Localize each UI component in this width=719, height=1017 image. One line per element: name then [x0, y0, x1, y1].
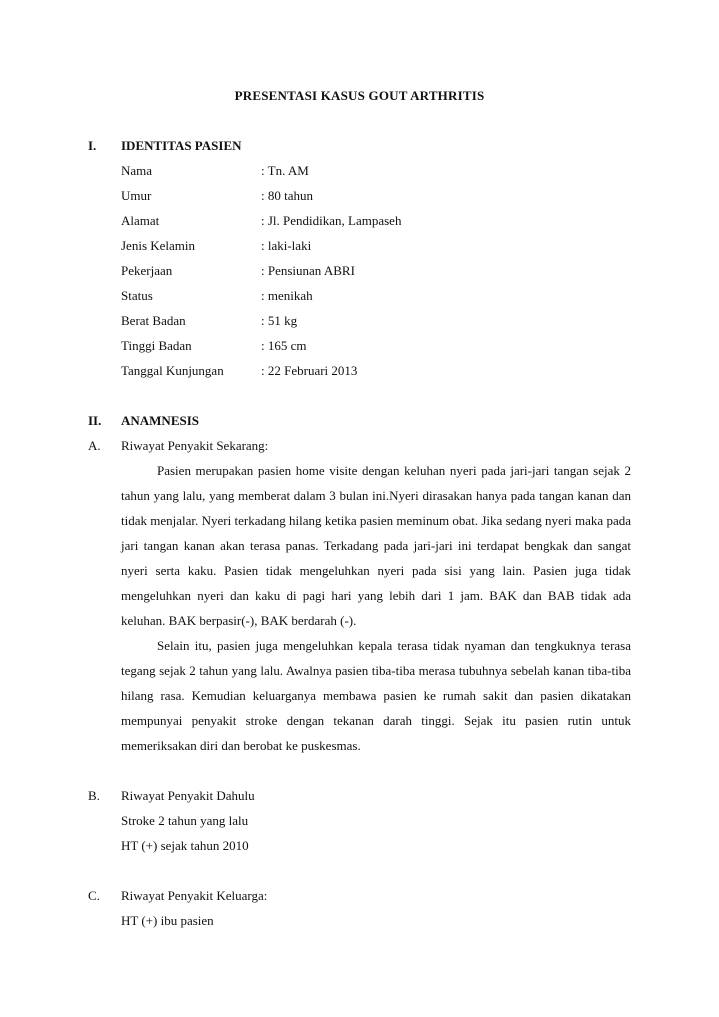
section-title: IDENTITAS PASIEN — [121, 138, 242, 153]
list-item: HT (+) sejak tahun 2010 — [121, 838, 249, 853]
list-item: Stroke 2 tahun yang lalu — [121, 813, 249, 828]
identity-label: Status — [121, 288, 153, 303]
section-identity-heading — [88, 138, 242, 154]
current-illness-text — [121, 458, 631, 758]
subsection-letter: B. — [88, 788, 100, 803]
family-illness-list — [121, 908, 214, 933]
identity-value: : Jl. Pendidikan, Lampaseh — [261, 213, 402, 228]
identity-value: : Tn. AM — [261, 163, 309, 178]
subsection-letter: A. — [88, 438, 101, 453]
identity-value: : Pensiunan ABRI — [261, 263, 355, 278]
identity-row — [121, 362, 401, 387]
identity-row — [121, 237, 401, 262]
identity-row — [121, 162, 401, 187]
past-illness-list — [121, 808, 249, 858]
list-item: HT (+) ibu pasien — [121, 913, 214, 928]
subsection-title: Riwayat Penyakit Keluarga: — [121, 888, 268, 903]
section-title: ANAMNESIS — [121, 413, 200, 428]
identity-value: : 165 cm — [261, 338, 307, 353]
identity-value: : menikah — [261, 288, 313, 303]
identity-row — [121, 312, 401, 337]
section-anamnesis-heading — [88, 413, 199, 429]
section-number: II. — [88, 413, 102, 428]
identity-row — [121, 287, 401, 312]
identity-label: Umur — [121, 188, 152, 203]
identity-label: Alamat — [121, 213, 160, 228]
identity-value: : 22 Februari 2013 — [261, 363, 358, 378]
identity-value: : 51 kg — [261, 313, 298, 328]
identity-label: Tanggal Kunjungan — [121, 363, 224, 378]
subsection-b-heading — [88, 788, 255, 804]
subsection-title: Riwayat Penyakit Dahulu — [121, 788, 255, 803]
identity-label: Berat Badan — [121, 313, 186, 328]
paragraph: Pasien merupakan pasien home visite dengan keluhan nyeri pada jari-jari tangan sejak 2 tahun yang lalu, yang memberat dalam 3 bulan ini.Nyeri dirasakan hanya pada tangan kanan dan tidak menjalar. Nyeri terkadang hilang ketika pasien meminum obat. Jika sedang nyeri maka pada jari tangan kanan akan terasa panas. Terkadang pada jari-jari ini terdapat bengkak dan sangat nyeri serta kaku. Pasien tidak mengeluhkan nyeri pada sisi yang lain. Pasien juga tidak mengeluhkan nyeri dan kaku di pagi hari yang lebih dari 1 jam. BAK dan BAB tidak ada keluhan. BAK berpasir(-), BAK berdarah (-). — [121, 463, 631, 628]
identity-label: Tinggi Badan — [121, 338, 192, 353]
identity-table — [121, 162, 401, 387]
subsection-title: Riwayat Penyakit Sekarang: — [121, 438, 269, 453]
identity-row — [121, 212, 401, 237]
identity-row — [121, 337, 401, 362]
subsection-letter: C. — [88, 888, 100, 903]
paragraph: Selain itu, pasien juga mengeluhkan kepala terasa tidak nyaman dan tengkuknya terasa tegang sejak 2 tahun yang lalu. Awalnya pasien tiba-tiba merasa tubuhnya sebelah kanan tiba-tiba hilang rasa. Kemudian keluarganya membawa pasien ke rumah sakit dan pasien dikatakan mempunyai penyakit stroke dengan tekanan darah tinggi. Sejak itu pasien rutin untuk memeriksakan diri dan berobat ke puskesmas. — [121, 638, 631, 753]
identity-label: Nama — [121, 163, 153, 178]
identity-value: : laki-laki — [261, 238, 312, 253]
subsection-a-heading — [88, 438, 268, 454]
subsection-c-heading — [88, 888, 267, 904]
identity-value: : 80 tahun — [261, 188, 313, 203]
document-title: PRESENTASI KASUS GOUT ARTHRITIS — [234, 88, 485, 103]
identity-row — [121, 187, 401, 212]
identity-label: Pekerjaan — [121, 263, 173, 278]
identity-row — [121, 262, 401, 287]
section-number: I. — [88, 138, 97, 153]
identity-label: Jenis Kelamin — [121, 238, 196, 253]
